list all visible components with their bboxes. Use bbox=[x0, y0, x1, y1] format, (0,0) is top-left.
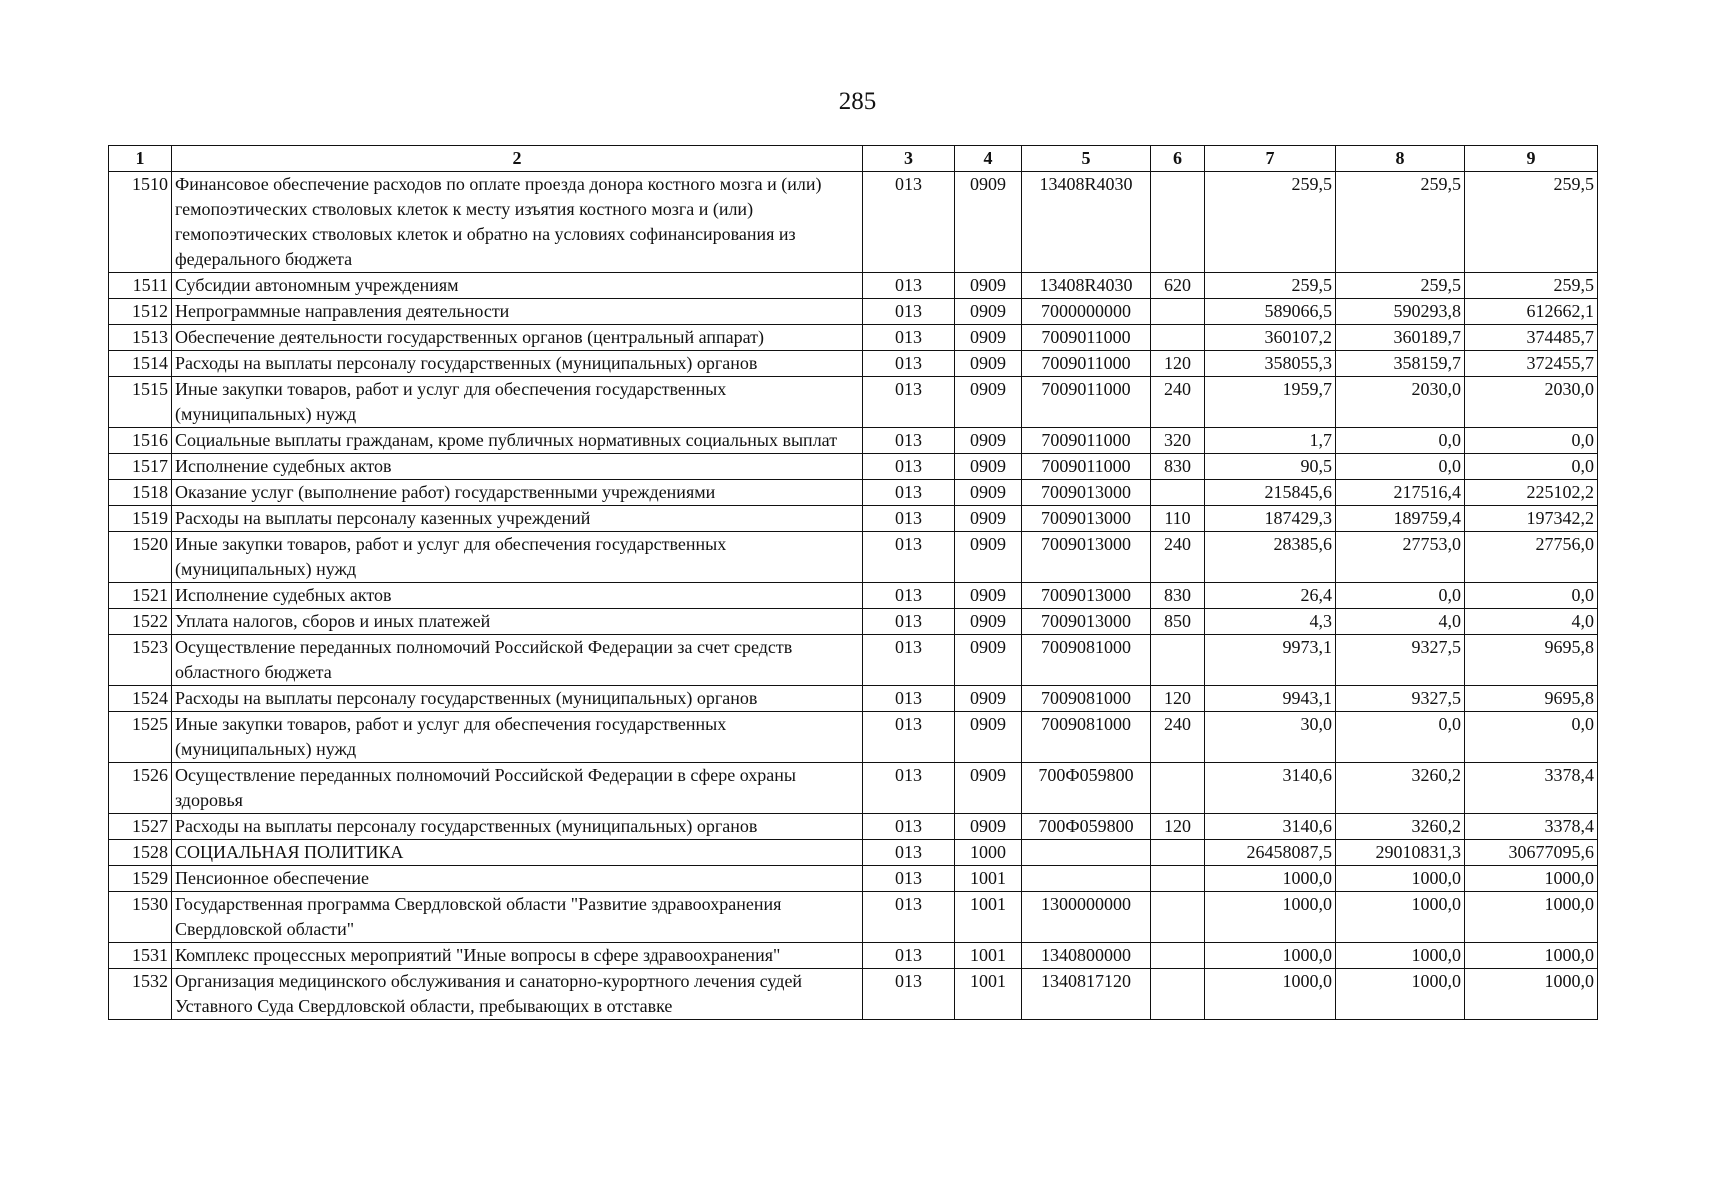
col-5-cell: 1300000000 bbox=[1022, 892, 1151, 943]
table-row bbox=[109, 635, 1598, 686]
col-8-value: 360189,7 bbox=[1336, 325, 1465, 351]
col-4-cell: 1001 bbox=[955, 969, 1022, 1020]
col-4-cell: 1001 bbox=[955, 943, 1022, 969]
col-4-cell: 1001 bbox=[955, 866, 1022, 892]
col-3-cell: 013 bbox=[863, 943, 955, 969]
row-number: 1517 bbox=[109, 454, 172, 480]
table-row bbox=[109, 532, 1598, 583]
row-number: 1520 bbox=[109, 532, 172, 583]
col-3-cell: 013 bbox=[863, 814, 955, 840]
col-9-value: 1000,0 bbox=[1465, 943, 1598, 969]
col-3-cell: 013 bbox=[863, 480, 955, 506]
col-4-cell: 1001 bbox=[955, 892, 1022, 943]
col-8-value: 259,5 bbox=[1336, 273, 1465, 299]
col-5-cell: 7009013000 bbox=[1022, 506, 1151, 532]
row-name: Социальные выплаты гражданам, кроме публичных нормативных социальных выплат bbox=[172, 428, 863, 454]
row-number: 1514 bbox=[109, 351, 172, 377]
col-6-cell bbox=[1151, 299, 1205, 325]
col-4-cell: 0909 bbox=[955, 532, 1022, 583]
table-row bbox=[109, 866, 1598, 892]
col-7-value: 589066,5 bbox=[1205, 299, 1336, 325]
col-3-cell: 013 bbox=[863, 763, 955, 814]
col-4-cell: 0909 bbox=[955, 583, 1022, 609]
col-3-cell: 013 bbox=[863, 377, 955, 428]
col-5-cell: 7009011000 bbox=[1022, 351, 1151, 377]
row-number: 1515 bbox=[109, 377, 172, 428]
col-5-cell: 7009013000 bbox=[1022, 480, 1151, 506]
col-9-value: 9695,8 bbox=[1465, 635, 1598, 686]
col-4-cell: 0909 bbox=[955, 814, 1022, 840]
row-number: 1526 bbox=[109, 763, 172, 814]
col-6-cell: 120 bbox=[1151, 814, 1205, 840]
col-6-cell bbox=[1151, 840, 1205, 866]
header-cell: 6 bbox=[1151, 146, 1205, 172]
col-6-cell: 110 bbox=[1151, 506, 1205, 532]
col-3-cell: 013 bbox=[863, 583, 955, 609]
col-8-value: 1000,0 bbox=[1336, 969, 1465, 1020]
col-9-value: 1000,0 bbox=[1465, 969, 1598, 1020]
col-9-value: 259,5 bbox=[1465, 273, 1598, 299]
col-3-cell: 013 bbox=[863, 454, 955, 480]
row-number: 1523 bbox=[109, 635, 172, 686]
col-9-value: 2030,0 bbox=[1465, 377, 1598, 428]
col-8-value: 189759,4 bbox=[1336, 506, 1465, 532]
row-number: 1530 bbox=[109, 892, 172, 943]
col-6-cell: 240 bbox=[1151, 532, 1205, 583]
col-8-value: 1000,0 bbox=[1336, 892, 1465, 943]
col-7-value: 259,5 bbox=[1205, 172, 1336, 273]
col-9-value: 3378,4 bbox=[1465, 763, 1598, 814]
col-5-cell: 7009081000 bbox=[1022, 712, 1151, 763]
col-5-cell: 7009013000 bbox=[1022, 532, 1151, 583]
col-7-value: 1000,0 bbox=[1205, 866, 1336, 892]
table-row bbox=[109, 172, 1598, 273]
col-6-cell: 120 bbox=[1151, 351, 1205, 377]
row-name: Осуществление переданных полномочий Российской Федерации за счет средств областного бюджета bbox=[172, 635, 863, 686]
col-7-value: 26458087,5 bbox=[1205, 840, 1336, 866]
row-name: Расходы на выплаты персоналу казенных учреждений bbox=[172, 506, 863, 532]
row-number: 1527 bbox=[109, 814, 172, 840]
col-9-value: 259,5 bbox=[1465, 172, 1598, 273]
table-row bbox=[109, 840, 1598, 866]
col-6-cell: 120 bbox=[1151, 686, 1205, 712]
col-4-cell: 0909 bbox=[955, 454, 1022, 480]
col-8-value: 217516,4 bbox=[1336, 480, 1465, 506]
col-9-value: 1000,0 bbox=[1465, 866, 1598, 892]
col-7-value: 259,5 bbox=[1205, 273, 1336, 299]
row-name: Организация медицинского обслуживания и санаторно-курортного лечения судей Уставного Суда Свердловской области, пребывающих в отставке bbox=[172, 969, 863, 1020]
col-8-value: 1000,0 bbox=[1336, 943, 1465, 969]
col-7-value: 360107,2 bbox=[1205, 325, 1336, 351]
header-cell: 9 bbox=[1465, 146, 1598, 172]
col-7-value: 9973,1 bbox=[1205, 635, 1336, 686]
header-cell: 5 bbox=[1022, 146, 1151, 172]
col-6-cell bbox=[1151, 480, 1205, 506]
table-row bbox=[109, 943, 1598, 969]
row-name: Расходы на выплаты персоналу государственных (муниципальных) органов bbox=[172, 814, 863, 840]
col-3-cell: 013 bbox=[863, 712, 955, 763]
row-number: 1524 bbox=[109, 686, 172, 712]
col-9-value: 30677095,6 bbox=[1465, 840, 1598, 866]
col-8-value: 590293,8 bbox=[1336, 299, 1465, 325]
row-name: Исполнение судебных актов bbox=[172, 454, 863, 480]
col-3-cell: 013 bbox=[863, 428, 955, 454]
col-3-cell: 013 bbox=[863, 532, 955, 583]
col-3-cell: 013 bbox=[863, 506, 955, 532]
page-number: 285 bbox=[838, 88, 877, 115]
col-4-cell: 0909 bbox=[955, 763, 1022, 814]
col-6-cell bbox=[1151, 325, 1205, 351]
col-6-cell bbox=[1151, 172, 1205, 273]
col-5-cell: 7000000000 bbox=[1022, 299, 1151, 325]
col-3-cell: 013 bbox=[863, 840, 955, 866]
table-row bbox=[109, 583, 1598, 609]
col-4-cell: 0909 bbox=[955, 506, 1022, 532]
row-number: 1531 bbox=[109, 943, 172, 969]
col-9-value: 372455,7 bbox=[1465, 351, 1598, 377]
col-9-value: 0,0 bbox=[1465, 454, 1598, 480]
col-7-value: 4,3 bbox=[1205, 609, 1336, 635]
table-row bbox=[109, 299, 1598, 325]
col-5-cell: 7009011000 bbox=[1022, 377, 1151, 428]
col-6-cell bbox=[1151, 892, 1205, 943]
col-3-cell: 013 bbox=[863, 273, 955, 299]
row-name: СОЦИАЛЬНАЯ ПОЛИТИКА bbox=[172, 840, 863, 866]
row-name: Оказание услуг (выполнение работ) государственными учреждениями bbox=[172, 480, 863, 506]
header-cell: 4 bbox=[955, 146, 1022, 172]
row-name: Исполнение судебных актов bbox=[172, 583, 863, 609]
col-5-cell: 7009013000 bbox=[1022, 609, 1151, 635]
row-name: Расходы на выплаты персоналу государственных (муниципальных) органов bbox=[172, 351, 863, 377]
col-9-value: 27756,0 bbox=[1465, 532, 1598, 583]
col-8-value: 9327,5 bbox=[1336, 635, 1465, 686]
col-8-value: 29010831,3 bbox=[1336, 840, 1465, 866]
col-9-value: 0,0 bbox=[1465, 583, 1598, 609]
col-3-cell: 013 bbox=[863, 609, 955, 635]
col-7-value: 187429,3 bbox=[1205, 506, 1336, 532]
header-cell: 3 bbox=[863, 146, 955, 172]
col-8-value: 0,0 bbox=[1336, 428, 1465, 454]
row-name: Иные закупки товаров, работ и услуг для обеспечения государственных (муниципальных) нужд bbox=[172, 532, 863, 583]
col-5-cell bbox=[1022, 840, 1151, 866]
col-4-cell: 1000 bbox=[955, 840, 1022, 866]
col-6-cell bbox=[1151, 635, 1205, 686]
col-6-cell bbox=[1151, 866, 1205, 892]
col-3-cell: 013 bbox=[863, 686, 955, 712]
row-name: Непрограммные направления деятельности bbox=[172, 299, 863, 325]
col-4-cell: 0909 bbox=[955, 712, 1022, 763]
col-7-value: 3140,6 bbox=[1205, 814, 1336, 840]
col-5-cell: 7009011000 bbox=[1022, 428, 1151, 454]
row-number: 1510 bbox=[109, 172, 172, 273]
header-row bbox=[109, 146, 1598, 172]
table-row bbox=[109, 712, 1598, 763]
row-number: 1522 bbox=[109, 609, 172, 635]
col-6-cell: 620 bbox=[1151, 273, 1205, 299]
col-9-value: 4,0 bbox=[1465, 609, 1598, 635]
col-7-value: 3140,6 bbox=[1205, 763, 1336, 814]
header-cell: 1 bbox=[109, 146, 172, 172]
header-cell: 2 bbox=[172, 146, 863, 172]
row-name: Пенсионное обеспечение bbox=[172, 866, 863, 892]
col-7-value: 9943,1 bbox=[1205, 686, 1336, 712]
col-5-cell: 13408R4030 bbox=[1022, 172, 1151, 273]
row-number: 1513 bbox=[109, 325, 172, 351]
col-3-cell: 013 bbox=[863, 351, 955, 377]
col-7-value: 1000,0 bbox=[1205, 969, 1336, 1020]
table-row bbox=[109, 377, 1598, 428]
col-3-cell: 013 bbox=[863, 172, 955, 273]
col-8-value: 0,0 bbox=[1336, 712, 1465, 763]
col-3-cell: 013 bbox=[863, 299, 955, 325]
col-9-value: 3378,4 bbox=[1465, 814, 1598, 840]
col-5-cell: 7009011000 bbox=[1022, 454, 1151, 480]
col-9-value: 612662,1 bbox=[1465, 299, 1598, 325]
row-name: Государственная программа Свердловской области "Развитие здравоохранения Свердловской области" bbox=[172, 892, 863, 943]
col-7-value: 1000,0 bbox=[1205, 943, 1336, 969]
row-name: Финансовое обеспечение расходов по оплате проезда донора костного мозга и (или) гемопоэтических стволовых клеток к месту изъятия костного мозга и (или) гемопоэтических стволовых клеток и обратно на условиях софинансирования из федерального бюджета bbox=[172, 172, 863, 273]
row-name: Иные закупки товаров, работ и услуг для обеспечения государственных (муниципальных) нужд bbox=[172, 712, 863, 763]
col-6-cell: 830 bbox=[1151, 583, 1205, 609]
col-4-cell: 0909 bbox=[955, 480, 1022, 506]
row-name: Осуществление переданных полномочий Российской Федерации в сфере охраны здоровья bbox=[172, 763, 863, 814]
col-3-cell: 013 bbox=[863, 866, 955, 892]
table-row bbox=[109, 325, 1598, 351]
col-9-value: 225102,2 bbox=[1465, 480, 1598, 506]
col-5-cell: 1340800000 bbox=[1022, 943, 1151, 969]
row-number: 1516 bbox=[109, 428, 172, 454]
col-7-value: 30,0 bbox=[1205, 712, 1336, 763]
col-7-value: 28385,6 bbox=[1205, 532, 1336, 583]
col-7-value: 1959,7 bbox=[1205, 377, 1336, 428]
col-8-value: 2030,0 bbox=[1336, 377, 1465, 428]
col-4-cell: 0909 bbox=[955, 377, 1022, 428]
col-6-cell: 850 bbox=[1151, 609, 1205, 635]
col-4-cell: 0909 bbox=[955, 609, 1022, 635]
row-name: Иные закупки товаров, работ и услуг для обеспечения государственных (муниципальных) нужд bbox=[172, 377, 863, 428]
col-8-value: 259,5 bbox=[1336, 172, 1465, 273]
col-9-value: 197342,2 bbox=[1465, 506, 1598, 532]
col-5-cell: 7009013000 bbox=[1022, 583, 1151, 609]
col-9-value: 374485,7 bbox=[1465, 325, 1598, 351]
col-6-cell bbox=[1151, 969, 1205, 1020]
col-7-value: 1,7 bbox=[1205, 428, 1336, 454]
col-7-value: 90,5 bbox=[1205, 454, 1336, 480]
col-8-value: 0,0 bbox=[1336, 454, 1465, 480]
col-7-value: 1000,0 bbox=[1205, 892, 1336, 943]
table-row bbox=[109, 506, 1598, 532]
col-5-cell bbox=[1022, 866, 1151, 892]
col-4-cell: 0909 bbox=[955, 686, 1022, 712]
col-3-cell: 013 bbox=[863, 892, 955, 943]
row-name: Комплекс процессных мероприятий "Иные вопросы в сфере здравоохранения" bbox=[172, 943, 863, 969]
row-number: 1512 bbox=[109, 299, 172, 325]
col-3-cell: 013 bbox=[863, 969, 955, 1020]
col-8-value: 9327,5 bbox=[1336, 686, 1465, 712]
row-name: Субсидии автономным учреждениям bbox=[172, 273, 863, 299]
col-8-value: 27753,0 bbox=[1336, 532, 1465, 583]
row-name: Обеспечение деятельности государственных органов (центральный аппарат) bbox=[172, 325, 863, 351]
table-row bbox=[109, 273, 1598, 299]
col-5-cell: 7009081000 bbox=[1022, 635, 1151, 686]
col-6-cell bbox=[1151, 943, 1205, 969]
table-row bbox=[109, 892, 1598, 943]
row-number: 1528 bbox=[109, 840, 172, 866]
col-3-cell: 013 bbox=[863, 325, 955, 351]
col-4-cell: 0909 bbox=[955, 428, 1022, 454]
col-9-value: 0,0 bbox=[1465, 712, 1598, 763]
row-name: Уплата налогов, сборов и иных платежей bbox=[172, 609, 863, 635]
col-8-value: 4,0 bbox=[1336, 609, 1465, 635]
table-row bbox=[109, 686, 1598, 712]
col-6-cell: 830 bbox=[1151, 454, 1205, 480]
col-8-value: 3260,2 bbox=[1336, 814, 1465, 840]
col-8-value: 0,0 bbox=[1336, 583, 1465, 609]
col-4-cell: 0909 bbox=[955, 351, 1022, 377]
col-8-value: 1000,0 bbox=[1336, 866, 1465, 892]
col-5-cell: 7009081000 bbox=[1022, 686, 1151, 712]
col-6-cell bbox=[1151, 763, 1205, 814]
col-5-cell: 7009011000 bbox=[1022, 325, 1151, 351]
col-7-value: 26,4 bbox=[1205, 583, 1336, 609]
col-7-value: 358055,3 bbox=[1205, 351, 1336, 377]
table-row bbox=[109, 454, 1598, 480]
col-4-cell: 0909 bbox=[955, 172, 1022, 273]
col-6-cell: 240 bbox=[1151, 377, 1205, 428]
header-cell: 7 bbox=[1205, 146, 1336, 172]
col-5-cell: 1340817120 bbox=[1022, 969, 1151, 1020]
col-4-cell: 0909 bbox=[955, 273, 1022, 299]
table-row bbox=[109, 428, 1598, 454]
col-9-value: 9695,8 bbox=[1465, 686, 1598, 712]
row-number: 1519 bbox=[109, 506, 172, 532]
col-8-value: 3260,2 bbox=[1336, 763, 1465, 814]
col-7-value: 215845,6 bbox=[1205, 480, 1336, 506]
row-number: 1529 bbox=[109, 866, 172, 892]
col-4-cell: 0909 bbox=[955, 299, 1022, 325]
table-row bbox=[109, 351, 1598, 377]
table-row bbox=[109, 814, 1598, 840]
row-number: 1521 bbox=[109, 583, 172, 609]
col-5-cell: 700Ф059800 bbox=[1022, 814, 1151, 840]
budget-table bbox=[108, 145, 1598, 1020]
col-5-cell: 700Ф059800 bbox=[1022, 763, 1151, 814]
table-row bbox=[109, 763, 1598, 814]
col-9-value: 1000,0 bbox=[1465, 892, 1598, 943]
col-6-cell: 320 bbox=[1151, 428, 1205, 454]
col-4-cell: 0909 bbox=[955, 635, 1022, 686]
row-number: 1532 bbox=[109, 969, 172, 1020]
row-name: Расходы на выплаты персоналу государственных (муниципальных) органов bbox=[172, 686, 863, 712]
col-8-value: 358159,7 bbox=[1336, 351, 1465, 377]
table-row bbox=[109, 969, 1598, 1020]
col-4-cell: 0909 bbox=[955, 325, 1022, 351]
col-9-value: 0,0 bbox=[1465, 428, 1598, 454]
table-row bbox=[109, 480, 1598, 506]
col-5-cell: 13408R4030 bbox=[1022, 273, 1151, 299]
col-3-cell: 013 bbox=[863, 635, 955, 686]
table-body bbox=[109, 172, 1598, 1020]
col-6-cell: 240 bbox=[1151, 712, 1205, 763]
row-number: 1518 bbox=[109, 480, 172, 506]
header-cell: 8 bbox=[1336, 146, 1465, 172]
table-row bbox=[109, 609, 1598, 635]
row-number: 1511 bbox=[109, 273, 172, 299]
row-number: 1525 bbox=[109, 712, 172, 763]
